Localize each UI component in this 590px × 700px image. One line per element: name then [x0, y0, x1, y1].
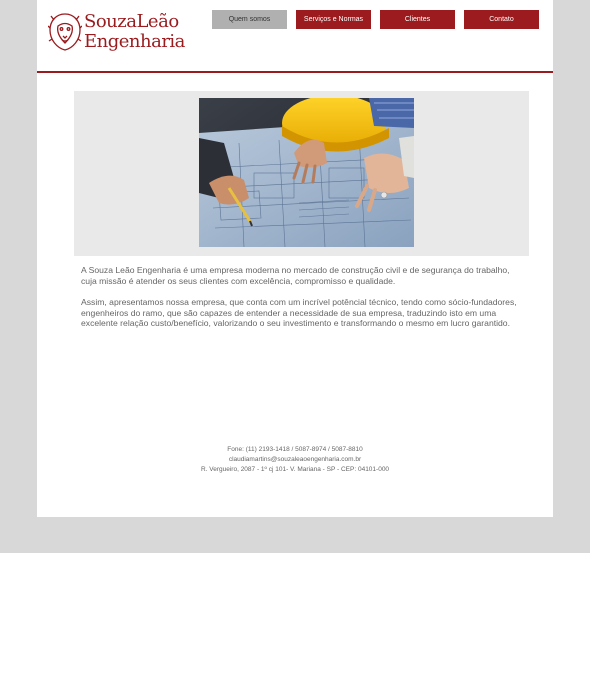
engineers-blueprint-photo-icon: [199, 98, 414, 247]
brand-name: [84, 12, 185, 52]
footer: [37, 445, 553, 475]
nav-servicos-normas[interactable]: Serviços e Normas: [296, 10, 371, 29]
page-container: [37, 0, 553, 517]
about-text: [81, 265, 526, 340]
about-paragraph-2: Assim, apresentamos nossa empresa, que conta com um incrível potêncial técnico, tendo como sócio-fundadores, engenheiros do ramo, que são capazes de entender a necessidade de sua empresa, traduzindo isto em uma excelente relação custo/benefício, valorizando o seu investimento e transformando o mesmo em lucro garantido.: [81, 297, 517, 329]
footer-email[interactable]: claudiamartins@souzaleaoengenharia.com.br: [228, 456, 362, 463]
footer-phone: Fone: (11) 2193-1418 / 5087-8974 / 5087-8810: [227, 446, 363, 453]
nav-clientes[interactable]: Clientes: [380, 10, 455, 29]
hero-banner: [74, 91, 529, 256]
brand-name-line2: Engenharia: [84, 31, 185, 52]
nav-contato[interactable]: Contato: [464, 10, 539, 29]
about-paragraph-1: A Souza Leão Engenharia é uma empresa moderna no mercado de construção civil e de segurança do trabalho, cuja missão é atender os seus clientes com excelência, compromisso e qualidade.: [81, 265, 510, 286]
footer-address: R. Vergueiro, 2087 - 1º cj 101- V. Mariana - SP - CEP: 04101-000: [200, 466, 390, 473]
lion-icon: [48, 12, 82, 52]
brand-name-line1: SouzaLeão: [84, 11, 179, 32]
brand-logo[interactable]: [48, 11, 185, 56]
nav-quem-somos[interactable]: Quem somos: [212, 10, 287, 29]
header-divider: [37, 71, 553, 73]
hero-photo: [199, 98, 414, 247]
